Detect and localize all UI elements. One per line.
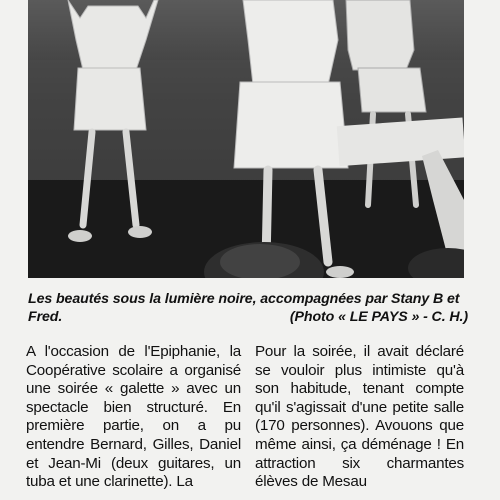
article-column-right	[255, 343, 464, 492]
article-photo	[28, 0, 464, 278]
column-right-text: Pour la soirée, il avait déclaré se vouloir plus intimiste qu'à son habitude, tenant compte qu'il s'agissait d'une petite salle (170 personnes). Avouons que même ainsi, ça déménage ! En attraction six charmantes élèves de Mesau	[255, 343, 464, 491]
photo-caption	[28, 290, 468, 326]
column-left-text: A l'occasion de l'Epiphanie, la Coopérative scolaire a organisé une soirée « galette » avec un spectacle bien structuré. En première partie, on a pu entendre Bernard, Gilles, Daniel et Jean-Mi (deux guitares, un tuba et une clarinette). La	[26, 343, 241, 491]
caption-text: Les beautés sous la lumière noire, accompagnées par Stany B et Fred.	[28, 291, 460, 325]
photo-credit: (Photo « LE PAYS » - C. H.)	[289, 309, 468, 325]
performers-photo	[28, 0, 464, 278]
article-column-left	[26, 343, 241, 492]
